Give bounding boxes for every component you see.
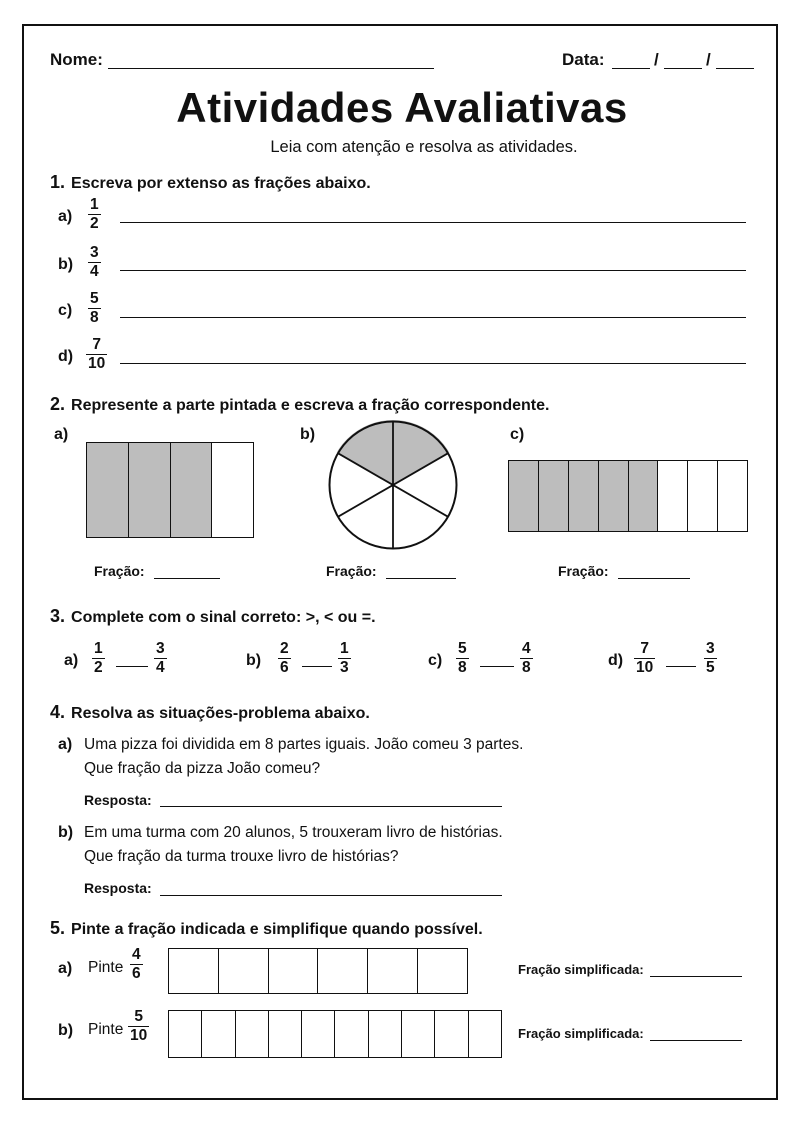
shaded-part — [629, 461, 659, 531]
q5-simplified-label: Fração simplificada: — [518, 1026, 644, 1041]
q4-answer-line[interactable] — [160, 806, 502, 807]
q4-item-text: Em uma turma com 20 alunos, 5 trouxeram livro de histórias. — [84, 824, 503, 841]
page-title: Atividades Avaliativas — [176, 84, 628, 131]
q1-text: Escreva por extenso as frações abaixo. — [71, 175, 371, 192]
paint-cell[interactable] — [469, 1011, 501, 1057]
date-label: Data: — [562, 50, 605, 69]
q3-fraction-right: 3 5 — [706, 640, 715, 677]
q3-item-label: d) — [608, 652, 624, 669]
q3-fraction-right: 3 4 — [156, 640, 165, 677]
q5-item-label: b) — [58, 1022, 74, 1039]
q5-title — [50, 918, 483, 939]
date-month-line[interactable] — [664, 68, 702, 69]
paint-cell[interactable] — [236, 1011, 269, 1057]
q4-item-text: Que fração da turma trouxe livro de histórias? — [84, 848, 399, 865]
paint-cell[interactable] — [418, 949, 467, 993]
name-label: Nome: — [50, 50, 103, 69]
shaded-part — [393, 420, 449, 485]
q5-fraction: 4 6 — [132, 946, 141, 983]
shaded-part — [539, 461, 569, 531]
q1-answer-line[interactable] — [120, 317, 746, 318]
paint-cell[interactable] — [335, 1011, 368, 1057]
page-subtitle: Leia com atenção e resolva as atividades. — [270, 138, 578, 156]
date-year-line[interactable] — [716, 68, 754, 69]
q5-simplified-blank[interactable] — [650, 976, 742, 977]
q3-sign-blank[interactable] — [666, 666, 696, 667]
shaded-part — [599, 461, 629, 531]
q1-fraction: 1 2 — [90, 196, 99, 233]
q5-item-label: a) — [58, 960, 73, 977]
q4-item-label: a) — [58, 736, 73, 753]
q1-fraction: 5 8 — [90, 290, 99, 327]
paint-cell[interactable] — [318, 949, 368, 993]
shaded-part — [129, 443, 171, 537]
q4-item-text: Que fração da pizza João comeu? — [84, 760, 321, 777]
q2-number: 2. — [50, 394, 66, 414]
shaded-part — [569, 461, 599, 531]
q4-item-text: Uma pizza foi dividida em 8 partes iguais. João comeu 3 partes. — [84, 736, 524, 753]
q1-answer-line[interactable] — [120, 270, 746, 271]
q2-fraction-label: Fração: — [558, 563, 609, 579]
q2-fraction-blank[interactable] — [618, 578, 690, 579]
q5-paint-label: Pinte — [88, 959, 124, 976]
q1-number: 1. — [50, 172, 66, 192]
q3-text: Complete com o sinal correto: >, < ou =. — [71, 609, 376, 626]
unshaded-part — [688, 461, 718, 531]
worksheet — [22, 24, 778, 1100]
q3-fraction-left: 5 8 — [458, 640, 467, 677]
shaded-part — [171, 443, 213, 537]
q3-title — [50, 606, 376, 627]
q1-answer-line[interactable] — [120, 222, 746, 223]
paint-cell[interactable] — [302, 1011, 335, 1057]
q4-number: 4. — [50, 702, 66, 722]
q1-answer-line[interactable] — [120, 363, 746, 364]
q2-fraction-label: Fração: — [326, 563, 377, 579]
q4-item-label: b) — [58, 824, 74, 841]
paint-cell[interactable] — [369, 1011, 402, 1057]
q3-item-label: c) — [428, 652, 443, 669]
q1-item-label: c) — [58, 302, 73, 319]
q1-fraction: 3 4 — [90, 244, 99, 281]
q3-fraction-left: 1 2 — [94, 640, 103, 677]
q3-sign-blank[interactable] — [116, 666, 148, 667]
q3-fraction-right: 1 3 — [340, 640, 349, 677]
q2-figure-label: a) — [54, 426, 69, 443]
q4-title — [50, 702, 370, 723]
q4-text: Resolva as situações-problema abaixo. — [71, 705, 370, 722]
date-separator: / — [706, 50, 711, 69]
q2-fraction-blank[interactable] — [154, 578, 220, 579]
q1-item-label: b) — [58, 256, 74, 273]
q1-title — [50, 172, 371, 193]
shaded-part — [337, 420, 393, 485]
q2-figure-label: c) — [510, 426, 525, 443]
q2-title — [50, 394, 549, 415]
paint-cell[interactable] — [219, 949, 269, 993]
q4-answer-line[interactable] — [160, 895, 502, 896]
paint-cell[interactable] — [202, 1011, 235, 1057]
paint-cell[interactable] — [368, 949, 418, 993]
q5-paint-strip-b[interactable] — [168, 1010, 502, 1058]
paint-cell[interactable] — [402, 1011, 435, 1057]
unshaded-part — [718, 461, 747, 531]
paint-cell[interactable] — [435, 1011, 468, 1057]
q3-fraction-right: 4 8 — [522, 640, 531, 677]
q2-figure-c-rectangle — [508, 460, 748, 532]
q3-sign-blank[interactable] — [302, 666, 332, 667]
paint-cell[interactable] — [169, 1011, 202, 1057]
paint-cell[interactable] — [269, 1011, 302, 1057]
q5-number: 5. — [50, 918, 66, 938]
q3-sign-blank[interactable] — [480, 666, 514, 667]
date-day-line[interactable] — [612, 68, 650, 69]
q2-text: Represente a parte pintada e escreva a fração correspondente. — [71, 397, 550, 414]
shaded-part — [87, 443, 129, 537]
q1-item-label: a) — [58, 208, 73, 225]
q3-item-label: a) — [64, 652, 79, 669]
q5-simplified-label: Fração simplificada: — [518, 962, 644, 977]
q5-paint-label: Pinte — [88, 1021, 124, 1038]
q3-number: 3. — [50, 606, 66, 626]
q1-item-label: d) — [58, 348, 74, 365]
q2-fraction-blank[interactable] — [386, 578, 456, 579]
q3-fraction-left: 2 6 — [280, 640, 289, 677]
shaded-part — [509, 461, 539, 531]
date-separator: / — [654, 50, 659, 69]
q3-fraction-left: 7 10 — [636, 640, 654, 677]
q4-answer-label: Resposta: — [84, 880, 152, 896]
q4-answer-label: Resposta: — [84, 792, 152, 808]
q5-paint-strip-a[interactable] — [168, 948, 468, 994]
paint-cell[interactable] — [169, 949, 219, 993]
unshaded-part — [658, 461, 688, 531]
q2-figure-a-rectangle — [86, 442, 254, 538]
q2-figure-label: b) — [300, 426, 316, 443]
q2-figure-b-circle — [328, 420, 458, 550]
name-line[interactable] — [108, 68, 434, 69]
unshaded-part — [212, 443, 253, 537]
q1-fraction: 7 10 — [88, 336, 106, 373]
q5-fraction: 5 10 — [130, 1008, 148, 1045]
q5-simplified-blank[interactable] — [650, 1040, 742, 1041]
q3-item-label: b) — [246, 652, 262, 669]
q2-fraction-label: Fração: — [94, 563, 145, 579]
paint-cell[interactable] — [269, 949, 319, 993]
q5-text: Pinte a fração indicada e simplifique quando possível. — [71, 921, 483, 938]
